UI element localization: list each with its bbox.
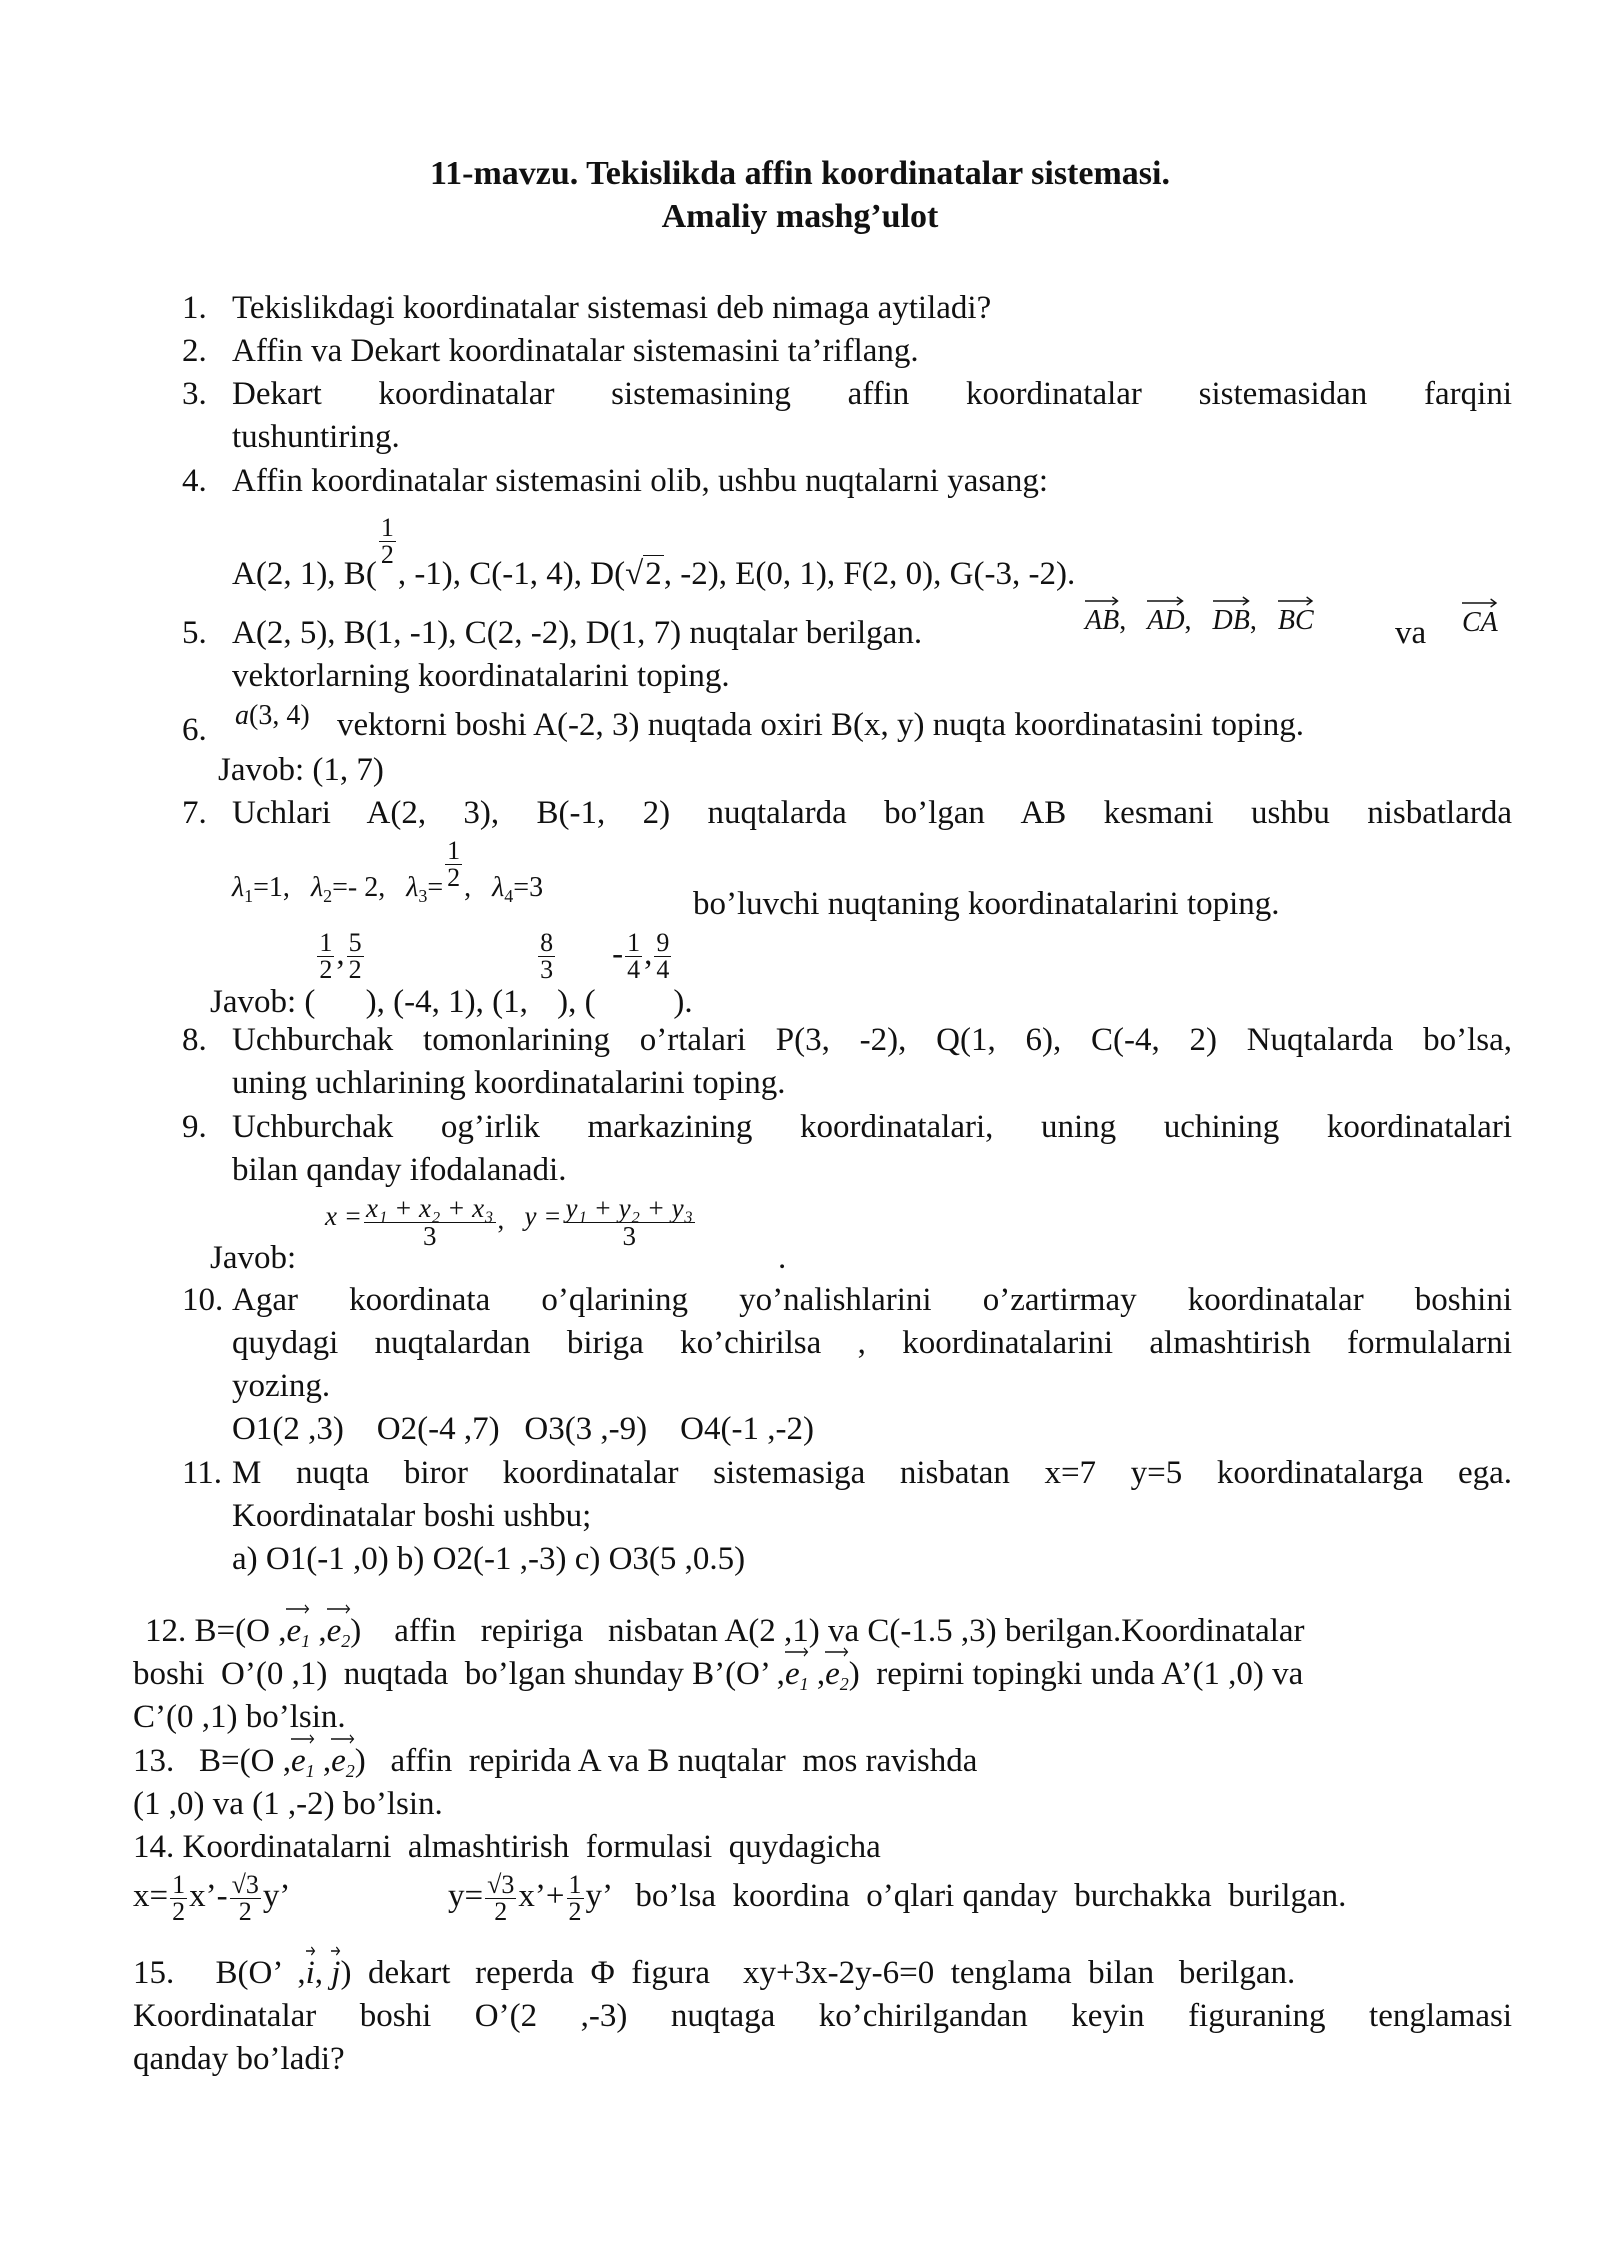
question-10-points: O1(2 ,3) O2(-4 ,7) O3(3 ,-9) O4(-1 ,-2) xyxy=(232,1411,814,1447)
question-13-line-2: (1 ,0) va (1 ,-2) bo’lsin. xyxy=(133,1786,443,1822)
answer-7: Javob: ( $\frac{1}{2}$ , $\frac{5}{2}$ ), (-4, 1), (1, $\frac{8}{3}$ ), ( - $\frac{1}{4}$ , $\frac{9}{4}$ ). xyxy=(210,928,693,1021)
question-3-line-2: tushuntiring. xyxy=(232,419,400,455)
centroid-formula: x = $\frac{\text{x₁ + x₂ + x₃}}{3}$ , y = $\frac{\text{y₁ + y₂ + y₃}}{3}$ xyxy=(325,1193,694,1251)
question-2: Affin va Dekart koordinatalar sistemasini ta’riflang. xyxy=(232,333,919,369)
question-14-line-1: 14. Koordinatalarni almashtirish formulasi quydagicha xyxy=(133,1829,881,1865)
question-7-line-1: Uchlari A(2, 3), B(-1, 2) nuqtalarda bo’lgan AB kesmani ushbu nisbatlarda xyxy=(232,795,1512,831)
item-number: 8. xyxy=(182,1022,207,1058)
question-8-line-1: Uchburchak tomonlarining o’rtalari P(3, -2), Q(1, 6), C(-4, 2) Nuqtalarda bo’lsa, xyxy=(232,1022,1512,1058)
item-number: 1. xyxy=(182,290,207,326)
vector-db: DB xyxy=(1213,605,1250,637)
page-subtitle: Amaliy mashg’ulot xyxy=(661,198,939,235)
question-10-line-1: Agar koordinata o’qlarining yo’nalishlarini o’zartirmay koordinatalar boshini xyxy=(232,1282,1512,1318)
question-5-line-2: vektorlarning koordinatalarini toping. xyxy=(232,658,730,694)
points-text: , -2), E(0, 1), F(2, 0), G(-3, -2). xyxy=(663,556,1076,593)
answer-6: Javob: (1, 7) xyxy=(218,752,384,788)
formula-end: . xyxy=(778,1240,787,1276)
page-title: 11-mavzu. Tekislikda affin koordinatalar sistemasi. xyxy=(430,155,1170,192)
question-6: vektorni boshi A(-2, 3) nuqtada oxiri B(x, y) nuqta koordinatasini toping. xyxy=(337,707,1304,743)
question-4-points xyxy=(232,505,1076,593)
question-10-line-3: yozing. xyxy=(232,1368,331,1404)
question-9-line-2: bilan qanday ifodalanadi. xyxy=(232,1152,567,1188)
question-12-line-3: C’(0 ,1) bo’lsin. xyxy=(133,1699,346,1735)
item-number: 5. xyxy=(182,615,207,651)
item-number: 7. xyxy=(182,795,207,831)
sqrt-expression: √2 xyxy=(625,556,662,593)
question-13-line-1: 13. B=(O , $e_1$ , $e_2$) affin repirida A va B nuqtalar mos ravishda xyxy=(133,1743,977,1782)
conjunction-va: va xyxy=(1395,615,1427,651)
item-number: 11. xyxy=(182,1455,223,1491)
question-8-line-2: uning uchlarining koordinatalarini toping. xyxy=(232,1065,786,1101)
question-11-line-1: M nuqta biror koordinatalar sistemasiga nisbatan x=7 y=5 koordinatalarga ega. xyxy=(232,1455,1512,1491)
vector-bc: BC xyxy=(1278,605,1314,637)
question-5-line-1: A(2, 5), B(1, -1), C(2, -2), D(1, 7) nuqtalar berilgan. xyxy=(232,615,923,651)
answer-9-label: Javob: xyxy=(210,1240,297,1276)
vector-ca: CA xyxy=(1462,607,1498,639)
vector-list: AB, AD, DB, BC xyxy=(1085,605,1314,637)
item-number: 6. xyxy=(182,712,207,748)
question-14-formula-y: y= $\frac{√3}{2}$ x’+ $\frac{1}{2}$ y’ bo’lsa koordina o’qlari qanday burchakka burilgan. xyxy=(448,1870,1347,1926)
points-text: A(2, 1), B( xyxy=(232,556,377,593)
vector-a: a(3, 4) xyxy=(235,700,310,731)
item-number: 9. xyxy=(182,1109,207,1145)
question-15-line-1: 15. B(O’ , i, j) dekart reperda Φ figura xy+3x-2y-6=0 tenglama bilan berilgan. xyxy=(133,1955,1512,1992)
question-10-line-2: quydagi nuqtalardan biriga ko’chirilsa , koordinatalarini almashtirish formulalarni xyxy=(232,1325,1512,1361)
question-12-line-2: boshi O’(0 ,1) nuqtada bo’lgan shunday B’(O’ , $e_1$ , $e_2$) repirni topingki unda A’(1 ,0) va xyxy=(133,1656,1303,1695)
question-7-line-2: bo’luvchi nuqtaning koordinatalarini toping. xyxy=(693,886,1280,922)
question-9-line-1: Uchburchak og’irlik markazining koordinatalari, uning uchining koordinatalari xyxy=(232,1109,1512,1145)
question-11-line-2: Koordinatalar boshi ushbu; xyxy=(232,1498,592,1534)
question-12-line-1: 12. B=(O , $e_1$ , $e_2$) affin repiriga nisbatan A(2 ,1) va C(-1.5 ,3) berilgan.Koordinatalar xyxy=(145,1613,1512,1652)
item-number: 4. xyxy=(182,463,207,499)
item-number: 3. xyxy=(182,376,207,412)
question-15-line-3: qanday bo’ladi? xyxy=(133,2041,345,2077)
item-number: 2. xyxy=(182,333,207,369)
item-number: 10. xyxy=(182,1282,224,1318)
question-3-line-1: Dekart koordinatalar sistemasining affin koordinatalar sistemasidan farqini xyxy=(232,376,1512,412)
fraction: $\frac{1}{2}$ xyxy=(380,513,394,569)
vector-ab: AB xyxy=(1085,605,1119,637)
question-14-formula: x= $\frac{1}{2}$ x’- $\frac{√3}{2}$ y’ xyxy=(133,1870,291,1926)
lambda-ratios: $\lambda_1=1$, $\lambda_2=-$ 2, $\lambda_3=$ $\frac{1}{2}$ , $\lambda_4=3$ xyxy=(232,836,544,906)
question-15-line-2: Koordinatalar boshi O’(2 ,-3) nuqtaga ko’chirilgandan keyin figuraning tenglamasi xyxy=(133,1998,1512,2034)
question-1: Tekislikdagi koordinatalar sistemasi deb nimaga aytiladi? xyxy=(232,290,992,326)
points-text: , -1), C(-1, 4), D( xyxy=(397,556,626,593)
question-4: Affin koordinatalar sistemasini olib, ushbu nuqtalarni yasang: xyxy=(232,463,1048,499)
vector-ad: AD xyxy=(1147,605,1184,637)
question-11-line-3: a) O1(-1 ,0) b) O2(-1 ,-3) c) O3(5 ,0.5) xyxy=(232,1541,746,1577)
